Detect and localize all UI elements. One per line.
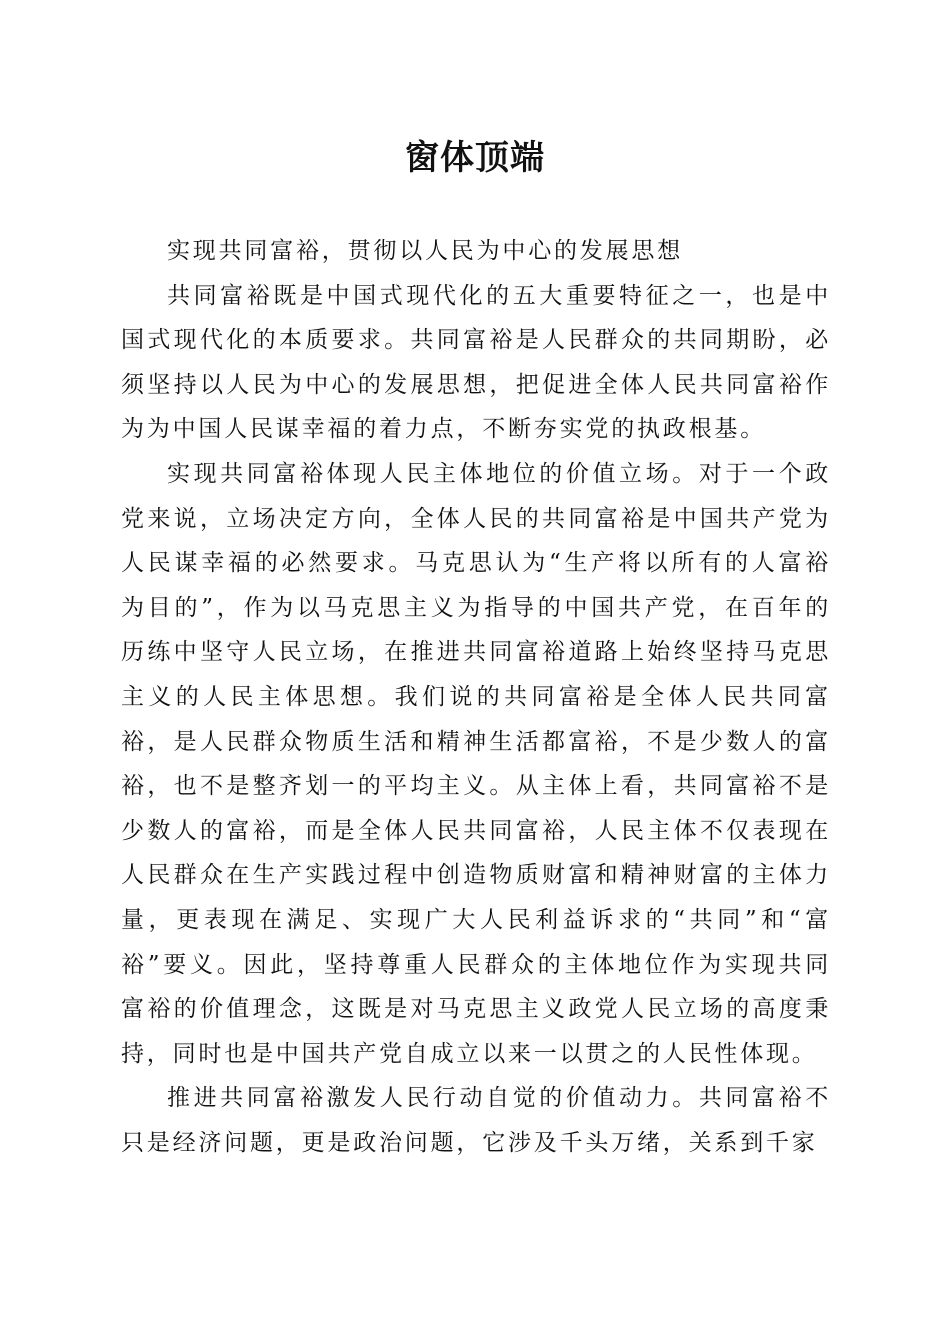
document-title: 窗体顶端 bbox=[405, 138, 545, 178]
paragraph-value-stance: 实现共同富裕体现人民主体地位的价值立场。对于一个政党来说，立场决定方向，全体人民的共同富裕是中国共产党为人民谋幸福的必然要求。马克思认为“生产将以所有的人富裕为目的”，作为以马克思主义为指导的中国共产党，在百年的历练中坚守人民立场，在推进共同富裕道路上始终坚持马克思主义的人民主体思想。我们说的共同富裕是全体人民共同富裕，是人民群众物质生活和精神生活都富裕，不是少数人的富裕，也不是整齐划一的平均主义。从主体上看，共同富裕不是少数人的富裕，而是全体人民共同富裕，人民主体不仅表现在人民群众在生产实践过程中创造物质财富和精神财富的主体力量，更表现在满足、实现广大人民利益诉求的“共同”和“富裕”要义。因此，坚持尊重人民群众的主体地位作为实现共同富裕的价值理念，这既是对马克思主义政党人民立场的高度秉持，同时也是中国共产党自成立以来一以贯之的人民性体现。 bbox=[121, 460, 831, 1067]
paragraph-intro: 共同富裕既是中国式现代化的五大重要特征之一，也是中国式现代化的本质要求。共同富裕是人民群众的共同期盼，必须坚持以人民为中心的发展思想，把促进全体人民共同富裕作为为中国人民谋幸福的着力点，不断夯实党的执政根基。 bbox=[121, 282, 831, 443]
document-body bbox=[121, 229, 831, 1165]
paragraph-value-motivation: 推进共同富裕激发人民行动自觉的价值动力。共同富裕不只是经济问题，更是政治问题，它涉及千头万绪，关系到千家 bbox=[121, 1085, 831, 1156]
paragraph-heading: 实现共同富裕，贯彻以人民为中心的发展思想 bbox=[167, 238, 683, 264]
